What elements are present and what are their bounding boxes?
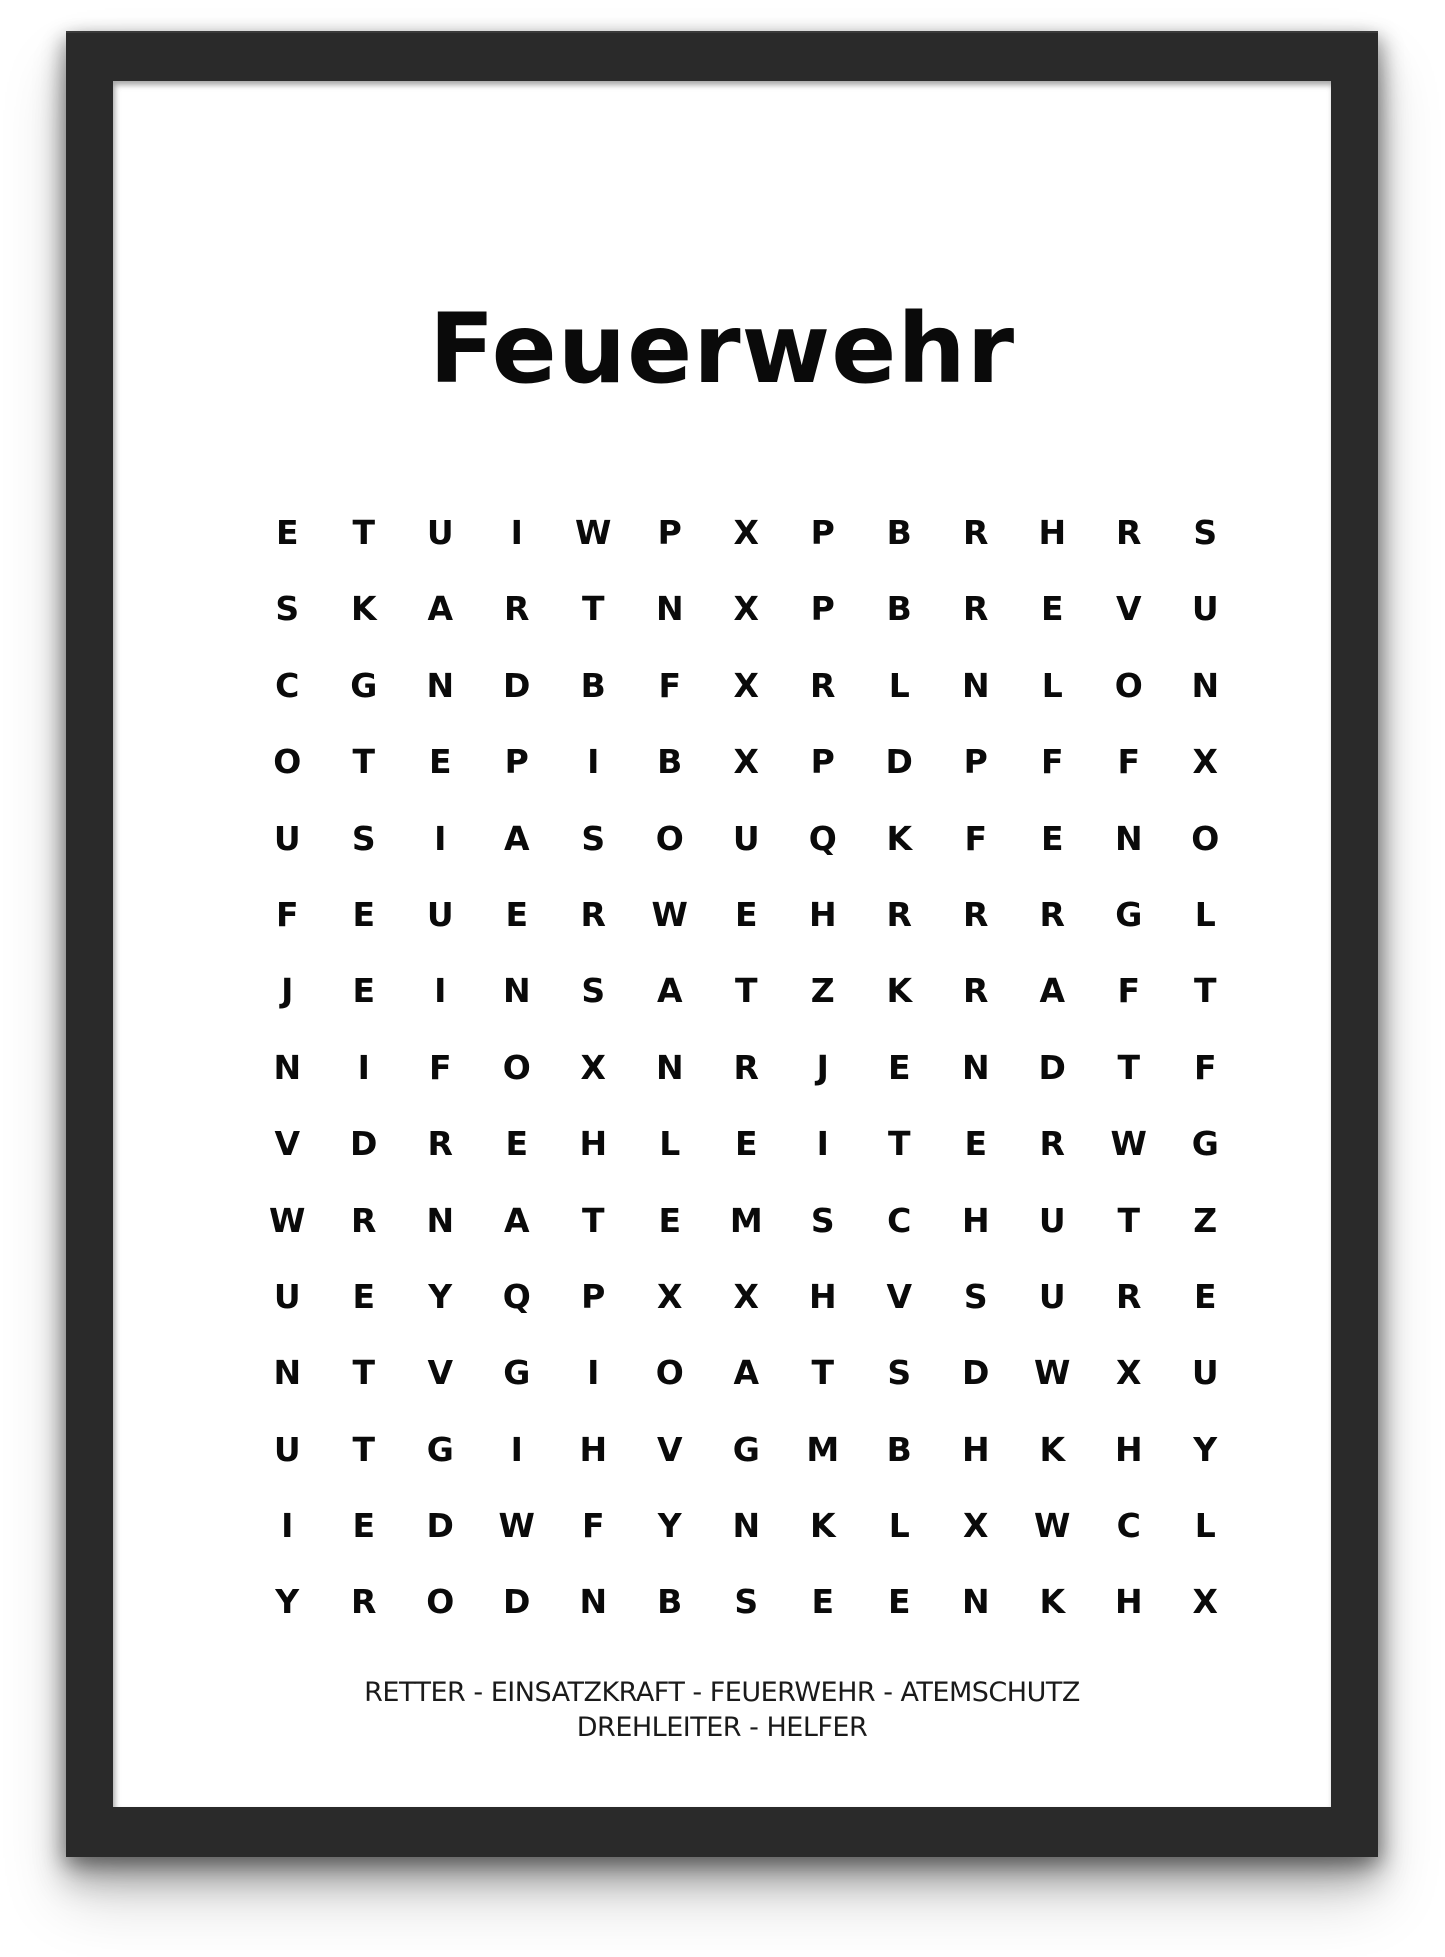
grid-letter: S <box>734 1582 759 1622</box>
grid-letter: H <box>808 894 837 934</box>
grid-letter: I <box>434 971 447 1011</box>
grid-letter: L <box>888 665 910 705</box>
grid-letter: U <box>273 1276 301 1316</box>
grid-letter: U <box>426 513 454 552</box>
grid-letter: N <box>1191 665 1220 705</box>
grid-letter: P <box>504 742 529 782</box>
grid-letter: V <box>1115 589 1142 629</box>
grid-letter: G <box>426 1429 454 1469</box>
grid-letter: N <box>655 1047 684 1087</box>
grid-letter: H <box>1114 1582 1143 1622</box>
grid-letter: K <box>1039 1582 1066 1622</box>
grid-letter: G <box>350 665 378 705</box>
grid-letter: I <box>434 818 447 858</box>
grid-letter: N <box>655 589 684 629</box>
grid-letter: W <box>1034 1353 1071 1393</box>
grid-letter: D <box>503 1582 531 1622</box>
grid-letter: T <box>352 1353 375 1393</box>
grid-letter: R <box>580 894 606 934</box>
grid-letter: A <box>503 1200 530 1240</box>
grid-letter: F <box>1117 971 1141 1011</box>
grid-letter: G <box>503 1353 531 1393</box>
grid-letter: F <box>658 665 682 705</box>
grid-letter: V <box>427 1353 454 1393</box>
grid-letter: X <box>1192 742 1218 782</box>
grid-letter: E <box>1040 589 1064 629</box>
grid-letter: A <box>427 589 454 629</box>
grid-letter: J <box>281 971 294 1011</box>
grid-letter: T <box>734 971 758 1011</box>
grid-letter: O <box>502 1047 531 1087</box>
grid-letter: S <box>887 1353 912 1393</box>
grid-letter: Y <box>657 1506 682 1546</box>
grid-letter: U <box>732 818 760 858</box>
grid-letter: W <box>1110 1124 1147 1164</box>
grid-letter: N <box>732 1506 761 1546</box>
grid-letter: Z <box>810 971 835 1011</box>
grid-letter: B <box>886 1429 912 1469</box>
poster-mat <box>113 81 1331 1807</box>
grid-letter: T <box>1117 1200 1140 1240</box>
grid-letter: N <box>961 665 990 705</box>
grid-letter: L <box>1041 665 1063 705</box>
grid-letter: I <box>587 1353 600 1393</box>
grid-letter: I <box>510 513 523 552</box>
grid-letter: E <box>352 971 376 1011</box>
grid-letter: K <box>809 1506 836 1546</box>
grid-letter: H <box>1038 513 1067 552</box>
grid-letter: N <box>273 1047 302 1087</box>
grid-letter: K <box>350 589 377 629</box>
grid-letter: I <box>587 742 600 782</box>
grid-letter: R <box>1116 1276 1142 1316</box>
grid-letter: R <box>351 1200 377 1240</box>
grid-letter: D <box>350 1124 378 1164</box>
grid-letter: R <box>1039 894 1065 934</box>
grid-letter: D <box>885 742 913 782</box>
grid-letter: R <box>963 513 989 552</box>
grid-letter: V <box>886 1276 913 1316</box>
grid-letter: H <box>808 1276 837 1316</box>
grid-letter: N <box>273 1353 302 1393</box>
grid-letter: S <box>351 818 376 858</box>
grid-letter: R <box>1116 513 1142 552</box>
grid-letter: U <box>273 818 301 858</box>
grid-letter: T <box>581 589 605 629</box>
grid-letter: P <box>581 1276 606 1316</box>
grid-letter: E <box>811 1582 835 1622</box>
grid-letter: C <box>887 1200 912 1240</box>
grid-letter: E <box>352 1276 376 1316</box>
grid-letter: E <box>1193 1276 1217 1316</box>
grid-letter: S <box>1193 513 1218 552</box>
grid-letter: W <box>498 1506 535 1546</box>
grid-letter: E <box>505 894 529 934</box>
grid-letter: P <box>963 742 988 782</box>
grid-letter: T <box>352 513 375 552</box>
grid-letter: X <box>1116 1353 1142 1393</box>
grid-letter: S <box>275 589 300 629</box>
grid-letter: W <box>269 1200 306 1240</box>
grid-letter: T <box>1193 971 1217 1011</box>
grid-letter: N <box>426 665 455 705</box>
grid-letter: H <box>579 1429 608 1469</box>
grid-letter: Y <box>275 1582 300 1622</box>
grid-letter: M <box>729 1200 763 1240</box>
grid-letter: N <box>961 1582 990 1622</box>
grid-letter: G <box>732 1429 760 1469</box>
grid-letter: P <box>657 513 682 552</box>
grid-letter: R <box>733 1047 759 1087</box>
grid-letter: Q <box>808 818 837 858</box>
grid-letter: P <box>810 589 835 629</box>
grid-letter: N <box>426 1200 455 1240</box>
grid-letter: U <box>1191 589 1219 629</box>
grid-letter: C <box>275 665 300 705</box>
grid-letter: P <box>810 513 835 552</box>
grid-letter: E <box>887 1582 911 1622</box>
grid-letter: N <box>1114 818 1143 858</box>
grid-letter: W <box>651 894 688 934</box>
grid-letter: R <box>504 589 530 629</box>
grid-letter: U <box>1038 1200 1066 1240</box>
grid-letter: O <box>1191 818 1220 858</box>
grid-letter: D <box>962 1353 990 1393</box>
grid-letter: R <box>1039 1124 1065 1164</box>
grid-letter: A <box>1039 971 1066 1011</box>
grid-letter: B <box>657 742 683 782</box>
grid-letter: W <box>575 513 612 552</box>
grid-letter: W <box>1034 1506 1071 1546</box>
grid-letter: V <box>274 1124 301 1164</box>
word-search-grid <box>249 495 1244 1641</box>
grid-letter: K <box>886 971 913 1011</box>
grid-letter: R <box>810 665 836 705</box>
grid-letter: E <box>887 1047 911 1087</box>
grid-letter: C <box>1116 1506 1141 1546</box>
grid-letter: T <box>811 1353 834 1393</box>
grid-letter: O <box>655 1353 684 1393</box>
grid-letter: F <box>581 1506 605 1546</box>
grid-letter: K <box>1039 1429 1066 1469</box>
grid-letter: N <box>961 1047 990 1087</box>
grid-letter: X <box>657 1276 683 1316</box>
grid-letter: T <box>1117 1047 1140 1087</box>
grid-letter: H <box>579 1124 608 1164</box>
grid-letter: B <box>886 513 912 552</box>
word-list <box>113 1675 1331 1745</box>
grid-letter: X <box>580 1047 606 1087</box>
grid-letter: T <box>581 1200 605 1240</box>
grid-letter: Y <box>1193 1429 1218 1469</box>
grid-letter: V <box>656 1429 683 1469</box>
grid-letter: X <box>733 589 759 629</box>
grid-letter: A <box>733 1353 760 1393</box>
grid-letter: O <box>273 742 302 782</box>
grid-letter: F <box>275 894 299 934</box>
grid-letter: L <box>659 1124 681 1164</box>
grid-letter: N <box>579 1582 608 1622</box>
grid-letter: X <box>733 742 759 782</box>
grid-letter: S <box>963 1276 988 1316</box>
grid-letter: F <box>1193 1047 1217 1087</box>
grid-letter: Y <box>428 1276 453 1316</box>
grid-letter: O <box>1114 665 1143 705</box>
grid-letter: R <box>963 589 989 629</box>
picture-frame <box>66 31 1378 1857</box>
word-list-line-2: DREHLEITER - HELFER <box>576 1712 868 1743</box>
grid-letter: H <box>961 1429 990 1469</box>
grid-letter: B <box>886 589 912 629</box>
grid-letter: E <box>734 894 758 934</box>
grid-letter: T <box>352 742 375 782</box>
grid-letter: F <box>428 1047 452 1087</box>
grid-letter: E <box>428 742 452 782</box>
grid-letter: X <box>1192 1582 1218 1622</box>
grid-letter: H <box>1114 1429 1143 1469</box>
grid-letter: U <box>273 1429 301 1469</box>
grid-letter: R <box>351 1582 377 1622</box>
grid-letter: E <box>505 1124 529 1164</box>
grid-letter: N <box>502 971 531 1011</box>
grid-letter: I <box>357 1047 370 1087</box>
grid-letter: T <box>887 1124 911 1164</box>
grid-letter: E <box>1040 818 1064 858</box>
grid-letter: E <box>734 1124 758 1164</box>
grid-letter: Q <box>502 1276 531 1316</box>
grid-letter: H <box>961 1200 990 1240</box>
grid-letter: E <box>352 894 376 934</box>
grid-letter: R <box>886 894 912 934</box>
poster-title: Feuerwehr <box>428 293 1016 405</box>
grid-letter: M <box>806 1429 840 1469</box>
grid-letter: P <box>810 742 835 782</box>
grid-letter: X <box>963 1506 989 1546</box>
grid-letter: I <box>510 1429 523 1469</box>
grid-letter: T <box>352 1429 375 1469</box>
grid-letter: D <box>1038 1047 1066 1087</box>
grid-letter: B <box>657 1582 683 1622</box>
grid-letter: Z <box>1193 1200 1218 1240</box>
grid-letter: J <box>816 1047 829 1087</box>
grid-letter: F <box>1040 742 1064 782</box>
grid-letter: G <box>1115 894 1143 934</box>
grid-letter: L <box>1194 894 1216 934</box>
grid-letter: R <box>963 894 989 934</box>
grid-letter: L <box>888 1506 910 1546</box>
grid-letter: A <box>656 971 683 1011</box>
grid-letter: X <box>733 665 759 705</box>
grid-letter: S <box>810 1200 835 1240</box>
grid-letter: B <box>580 665 606 705</box>
grid-letter: E <box>658 1200 682 1240</box>
grid-letter: S <box>581 818 606 858</box>
grid-letter: S <box>581 971 606 1011</box>
grid-letter: D <box>503 665 531 705</box>
grid-letter: I <box>816 1124 829 1164</box>
word-list-line-1: RETTER - EINSATZKRAFT - FEUERWEHR - ATEMSCHUTZ <box>364 1677 1080 1708</box>
grid-letter: L <box>1194 1506 1216 1546</box>
grid-letter: R <box>963 971 989 1011</box>
grid-letter: X <box>733 1276 759 1316</box>
grid-letter: R <box>427 1124 453 1164</box>
grid-letter: U <box>426 894 454 934</box>
grid-letter: D <box>426 1506 454 1546</box>
grid-letter: E <box>352 1506 376 1546</box>
grid-letter: X <box>733 513 759 552</box>
grid-letter: U <box>1038 1276 1066 1316</box>
grid-letter: E <box>964 1124 988 1164</box>
grid-letter: A <box>503 818 530 858</box>
grid-letter: O <box>426 1582 455 1622</box>
grid-letter: I <box>281 1506 294 1546</box>
grid-letter: F <box>964 818 988 858</box>
grid-letter: G <box>1191 1124 1219 1164</box>
grid-letter: K <box>886 818 913 858</box>
grid-letter: U <box>1191 1353 1219 1393</box>
grid-letter: E <box>275 513 299 552</box>
grid-letter: O <box>655 818 684 858</box>
grid-letter: F <box>1117 742 1141 782</box>
